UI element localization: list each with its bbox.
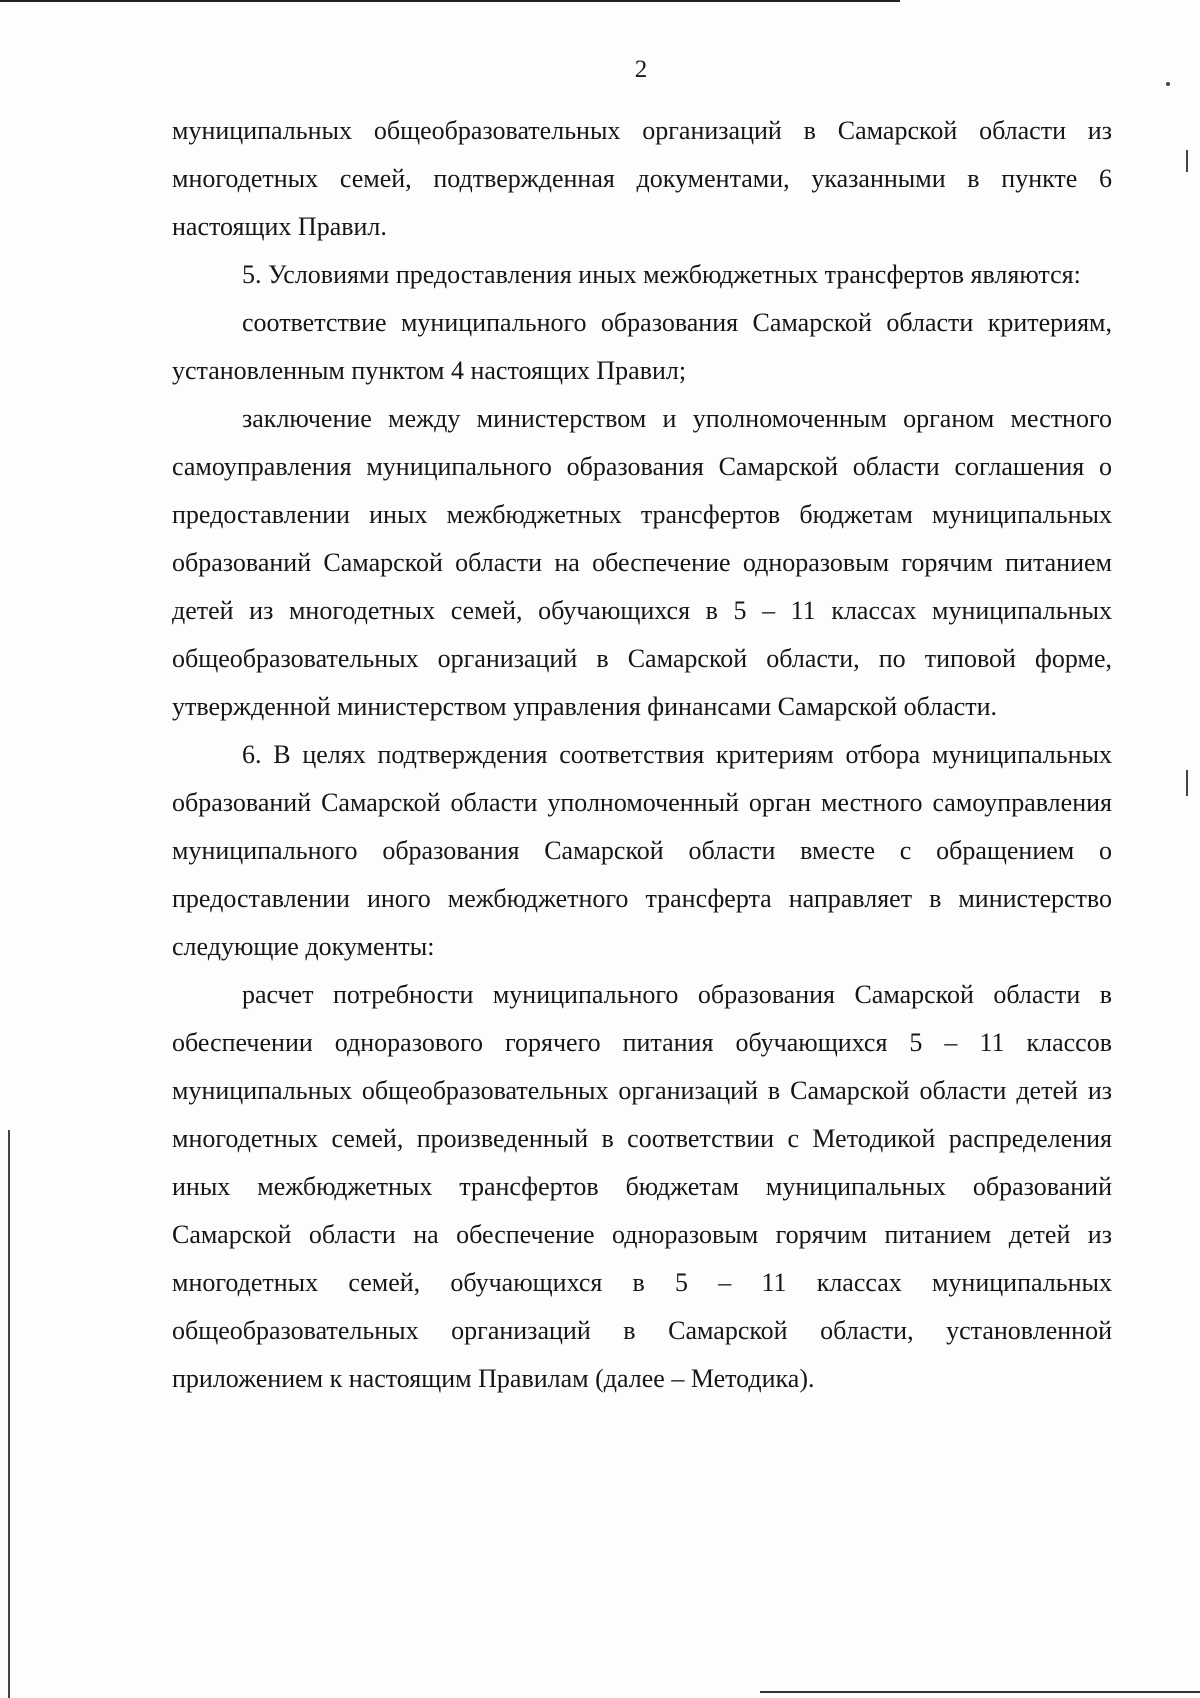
document-body — [172, 107, 1112, 1403]
scan-mark — [8, 1130, 10, 1698]
scan-mark — [1186, 770, 1188, 796]
paragraph-criteria-compliance: соответствие муниципального образования Самарской области критериям, установленным пунктом 4 настоящих Правил; — [172, 308, 1112, 385]
scan-edge-bottom — [760, 1691, 1200, 1693]
scan-edge-top — [0, 0, 900, 2]
paragraph-continuation: муниципальных общеобразовательных организаций в Самарской области из многодетных семей, подтвержденная документами, указанными в пункте 6 настоящих Правил. — [172, 116, 1112, 241]
paragraph-calculation: расчет потребности муниципального образования Самарской области в обеспечении одноразового горячего питания обучающихся 5 – 11 классов муниципальных общеобразовательных организаций в Самарской области детей из многодетных семей, произведенный в соответствии с Методикой распределения иных межбюджетных трансфертов бюджетам муниципальных образований Самарской области на обеспечение одноразовым горячим питанием детей из многодетных семей, обучающихся в 5 – 11 классах муниципальных общеобразовательных организаций в Самарской области, установленной приложением к настоящим Правилам (далее – Методика). — [172, 980, 1112, 1393]
scan-mark — [1186, 150, 1188, 172]
page-number: 2 — [634, 56, 648, 83]
paragraph-agreement: заключение между министерством и уполномоченным органом местного самоуправления муниципального образования Самарской области соглашения о предоставлении иных межбюджетных трансфертов бюджетам муниципальных образований Самарской области на обеспечение одноразовым горячим питанием детей из многодетных семей, обучающихся в 5 – 11 классах муниципальных общеобразовательных организаций в Самарской области, по типовой форме, утвержденной министерством управления финансами Самарской области. — [172, 404, 1112, 721]
paragraph-clause-6: 6. В целях подтверждения соответствия критериям отбора муниципальных образований Самарской области уполномоченный орган местного самоуправления муниципального образования Самарской области вместе с обращением о предоставлении иного межбюджетного трансферта направляет в министерство следующие документы: — [172, 740, 1112, 961]
paragraph-clause-5: 5. Условиями предоставления иных межбюджетных трансфертов являются: — [242, 260, 1081, 289]
